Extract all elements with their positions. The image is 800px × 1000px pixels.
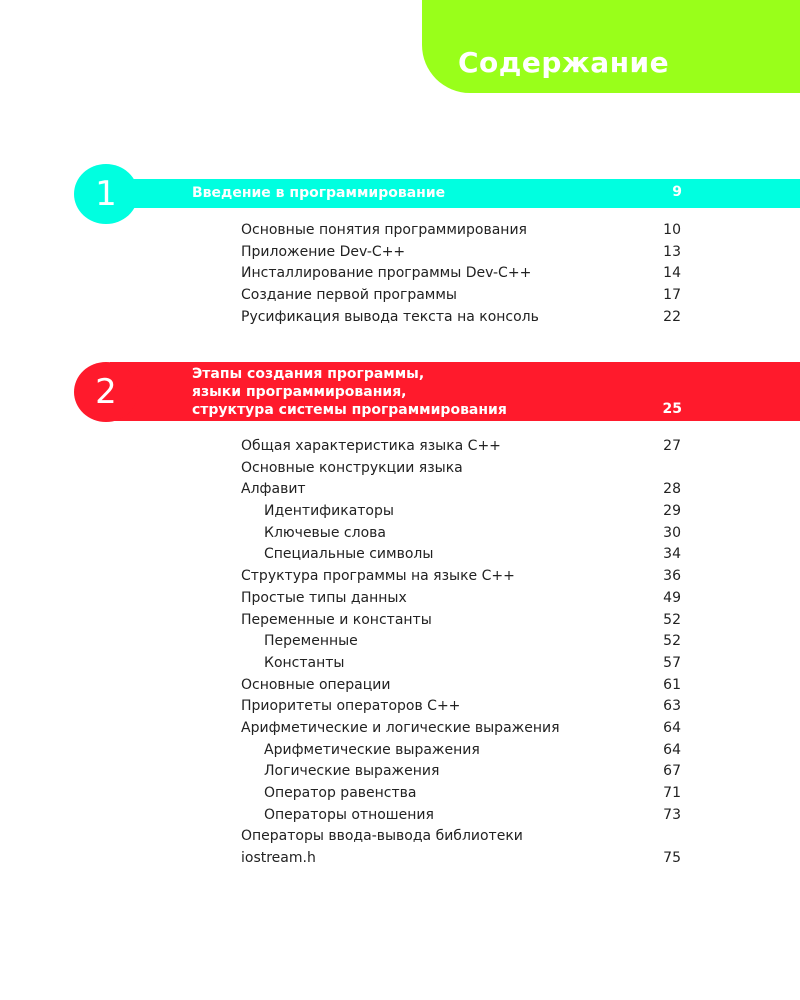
- toc-entry[interactable]: [241, 220, 681, 242]
- toc-entry-page: 36: [663, 568, 681, 585]
- chapter-1-entries: [241, 220, 681, 328]
- chapter-2-page: 25: [662, 401, 682, 417]
- toc-entry-page: 34: [663, 546, 681, 563]
- toc-entry-page: 52: [663, 611, 681, 628]
- toc-entry[interactable]: [241, 479, 681, 501]
- toc-entry-label: Переменные: [264, 633, 358, 650]
- toc-entry-label: Арифметические выражения: [264, 741, 480, 758]
- toc-entry-label: Русификация вывода текста на консоль: [241, 308, 539, 325]
- toc-subentry[interactable]: [241, 544, 681, 566]
- toc-entry[interactable]: [241, 285, 681, 307]
- toc-entry-label: Операторы отношения: [264, 806, 434, 823]
- toc-entry-label: Создание первой программы: [241, 287, 457, 304]
- toc-entry[interactable]: [241, 307, 681, 329]
- toc-entry-label: Оператор равенства: [264, 785, 417, 801]
- toc-entry[interactable]: [241, 610, 681, 632]
- toc-entry-page: 67: [663, 763, 681, 780]
- toc-entry-label: Логические выражения: [264, 763, 440, 780]
- toc-entry-page: 10: [663, 222, 681, 238]
- toc-entry-label: Специальные символы: [264, 546, 434, 563]
- chapter-1-page: 9: [672, 184, 682, 200]
- toc-entry-page: 29: [663, 503, 681, 520]
- toc-entry-page: 13: [663, 243, 681, 260]
- chapter-2-entries: [241, 436, 681, 870]
- toc-entry-label: Идентификаторы: [264, 503, 394, 520]
- toc-entry[interactable]: [241, 675, 681, 697]
- toc-subentry[interactable]: [241, 761, 681, 783]
- toc-entry[interactable]: [241, 566, 681, 588]
- toc-subentry[interactable]: [241, 501, 681, 523]
- chapter-2-title[interactable]: [192, 365, 507, 419]
- toc-entry-label: Основные операции: [241, 676, 391, 693]
- toc-entry-page: 27: [663, 438, 681, 454]
- toc-entry-label: Основные конструкции языка: [241, 459, 463, 476]
- chapter-1-number: 1: [74, 164, 138, 224]
- toc-entry[interactable]: [241, 718, 681, 740]
- toc-entry-label: Структура программы на языке C++: [241, 568, 515, 585]
- toc-entry-page: 28: [663, 481, 681, 498]
- toc-entry-label: Арифметические и логические выражения: [241, 719, 560, 736]
- toc-entry[interactable]: [241, 826, 681, 848]
- toc-entry[interactable]: [241, 263, 681, 285]
- toc-entry-page: 64: [663, 741, 681, 758]
- chapter-1-title-line: Введение в программирование: [192, 185, 446, 201]
- chapter-2-number: 2: [74, 362, 138, 422]
- toc-subentry[interactable]: [241, 740, 681, 762]
- toc-entry-label: Приоритеты операторов C++: [241, 698, 461, 715]
- toc-subentry[interactable]: [241, 653, 681, 675]
- page-title: Содержание: [458, 46, 670, 79]
- toc-subentry[interactable]: [241, 783, 681, 805]
- toc-entry-page: 49: [663, 589, 681, 606]
- toc-entry-page: 30: [663, 524, 681, 541]
- toc-entry[interactable]: [241, 242, 681, 264]
- chapter-1-title[interactable]: [192, 184, 445, 202]
- toc-entry-label: Переменные и константы: [241, 611, 432, 628]
- toc-entry-label: iostream.h: [241, 850, 316, 867]
- toc-entry-label: Приложение Dev-C++: [241, 243, 406, 260]
- chapter-2-title-line: Этапы создания программы,: [192, 366, 425, 382]
- toc-entry-page: 63: [663, 698, 681, 715]
- toc-entry-page: 61: [663, 676, 681, 693]
- chapter-2-title-line: структура системы программирования: [192, 402, 507, 418]
- toc-entry[interactable]: [241, 436, 681, 458]
- toc-entry[interactable]: [241, 696, 681, 718]
- toc-entry-label: Константы: [264, 654, 345, 671]
- toc-entry-page: 52: [663, 633, 681, 650]
- toc-subentry[interactable]: [241, 523, 681, 545]
- toc-entry-label: Инсталлирование программы Dev-C++: [241, 265, 532, 282]
- toc-entry-label: Основные понятия программирования: [241, 222, 527, 238]
- toc-entry-page: 71: [663, 785, 681, 801]
- chapter-2-title-line: языки программирования,: [192, 384, 407, 400]
- toc-subentry[interactable]: [241, 805, 681, 827]
- toc-entry-page: 17: [663, 287, 681, 304]
- toc-entry-label: Операторы ввода-вывода библиотеки: [241, 828, 523, 845]
- toc-entry-page: 57: [663, 654, 681, 671]
- toc-entry[interactable]: [241, 458, 681, 480]
- toc-entry-page: 73: [663, 806, 681, 823]
- toc-entry-label: Алфавит: [241, 481, 306, 498]
- toc-entry-page: 64: [663, 719, 681, 736]
- toc-entry[interactable]: [241, 588, 681, 610]
- toc-entry-label: Простые типы данных: [241, 589, 407, 606]
- toc-entry[interactable]: [241, 848, 681, 870]
- toc-entry-label: Ключевые слова: [264, 524, 386, 541]
- toc-entry-label: Общая характеристика языка C++: [241, 438, 501, 454]
- toc-subentry[interactable]: [241, 631, 681, 653]
- toc-entry-page: 75: [663, 850, 681, 867]
- toc-entry-page: 22: [663, 308, 681, 325]
- toc-entry-page: 14: [663, 265, 681, 282]
